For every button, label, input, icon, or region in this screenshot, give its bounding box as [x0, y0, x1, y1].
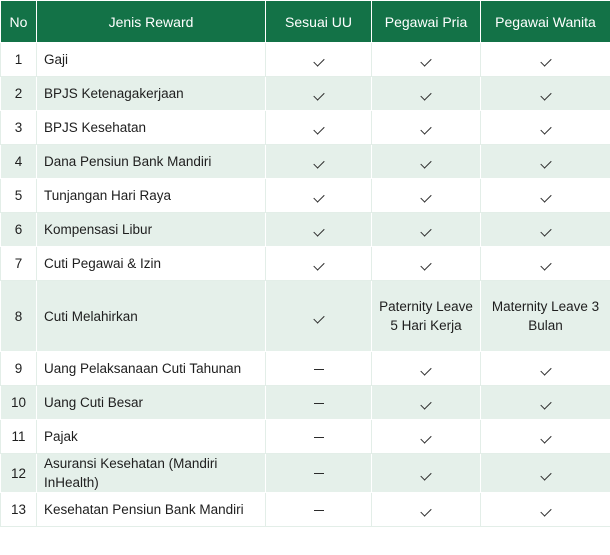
table-row — [1, 77, 610, 111]
check-icon — [313, 225, 324, 236]
table-row — [1, 420, 610, 454]
table-row — [1, 352, 610, 386]
table-row — [1, 247, 610, 281]
pegawai-wanita-cell — [481, 386, 610, 420]
reward-name: Uang Pelaksanaan Cuti Tahunan — [37, 352, 266, 386]
row-number: 5 — [1, 179, 37, 213]
check-icon — [313, 89, 324, 100]
pegawai-wanita-cell — [481, 213, 610, 247]
pegawai-pria-cell — [372, 420, 481, 454]
sesuai-uu-cell — [266, 420, 372, 454]
sesuai-uu-cell — [266, 386, 372, 420]
row-number: 7 — [1, 247, 37, 281]
table-row — [1, 111, 610, 145]
header-sesuai-uu: Sesuai UU — [266, 1, 372, 43]
check-icon — [313, 191, 324, 202]
pegawai-wanita-cell — [481, 145, 610, 179]
pegawai-pria-cell — [372, 247, 481, 281]
check-icon — [313, 312, 324, 323]
dash-icon — [314, 369, 324, 370]
sesuai-uu-cell — [266, 213, 372, 247]
check-icon — [420, 123, 431, 134]
table-row — [1, 145, 610, 179]
check-icon — [313, 55, 324, 66]
pegawai-wanita-cell — [481, 111, 610, 145]
pegawai-wanita-cell: Maternity Leave 3 Bulan — [481, 281, 610, 352]
table-row — [1, 493, 610, 527]
check-icon — [540, 432, 551, 443]
sesuai-uu-cell — [266, 454, 372, 493]
pegawai-wanita-cell — [481, 43, 610, 77]
check-icon — [313, 123, 324, 134]
reward-name: Uang Cuti Besar — [37, 386, 266, 420]
pegawai-wanita-cell — [481, 247, 610, 281]
reward-name: Dana Pensiun Bank Mandiri — [37, 145, 266, 179]
header-pegawai-pria: Pegawai Pria — [372, 1, 481, 43]
check-icon — [540, 89, 551, 100]
row-number: 2 — [1, 77, 37, 111]
pegawai-pria-cell — [372, 493, 481, 527]
reward-name: BPJS Kesehatan — [37, 111, 266, 145]
row-number: 11 — [1, 420, 37, 454]
pegawai-pria-cell — [372, 43, 481, 77]
row-number: 3 — [1, 111, 37, 145]
check-icon — [420, 225, 431, 236]
pegawai-wanita-cell — [481, 77, 610, 111]
header-pegawai-wanita: Pegawai Wanita — [481, 1, 610, 43]
table-row — [1, 213, 610, 247]
check-icon — [540, 364, 551, 375]
row-number: 12 — [1, 454, 37, 493]
pegawai-pria-cell — [372, 386, 481, 420]
pegawai-pria-cell — [372, 179, 481, 213]
table-row — [1, 454, 610, 493]
table-body — [1, 43, 610, 527]
check-icon — [420, 469, 431, 480]
pegawai-pria-cell — [372, 111, 481, 145]
reward-name: BPJS Ketenagakerjaan — [37, 77, 266, 111]
reward-name: Kompensasi Libur — [37, 213, 266, 247]
check-icon — [420, 505, 431, 516]
check-icon — [313, 157, 324, 168]
row-number: 1 — [1, 43, 37, 77]
pegawai-wanita-cell — [481, 179, 610, 213]
sesuai-uu-cell — [266, 281, 372, 352]
table-header — [1, 1, 610, 43]
pegawai-pria-cell — [372, 145, 481, 179]
row-number: 4 — [1, 145, 37, 179]
sesuai-uu-cell — [266, 43, 372, 77]
row-number: 8 — [1, 281, 37, 352]
check-icon — [540, 225, 551, 236]
header-jenis-reward: Jenis Reward — [37, 1, 266, 43]
pegawai-wanita-cell — [481, 454, 610, 493]
table-row — [1, 386, 610, 420]
header-no: No — [1, 1, 37, 43]
row-number: 10 — [1, 386, 37, 420]
sesuai-uu-cell — [266, 493, 372, 527]
pegawai-wanita-cell — [481, 352, 610, 386]
check-icon — [540, 123, 551, 134]
check-icon — [420, 157, 431, 168]
check-icon — [540, 398, 551, 409]
dash-icon — [314, 510, 324, 511]
check-icon — [420, 398, 431, 409]
reward-name: Tunjangan Hari Raya — [37, 179, 266, 213]
check-icon — [420, 364, 431, 375]
check-icon — [420, 259, 431, 270]
pegawai-pria-cell — [372, 454, 481, 493]
check-icon — [540, 157, 551, 168]
sesuai-uu-cell — [266, 77, 372, 111]
row-number: 6 — [1, 213, 37, 247]
row-number: 13 — [1, 493, 37, 527]
check-icon — [540, 505, 551, 516]
reward-name: Kesehatan Pensiun Bank Mandiri — [37, 493, 266, 527]
header-row — [1, 1, 610, 43]
pegawai-pria-cell — [372, 213, 481, 247]
reward-name: Cuti Pegawai & Izin — [37, 247, 266, 281]
pegawai-wanita-cell — [481, 493, 610, 527]
check-icon — [540, 191, 551, 202]
sesuai-uu-cell — [266, 352, 372, 386]
reward-name: Cuti Melahirkan — [37, 281, 266, 352]
check-icon — [313, 259, 324, 270]
check-icon — [420, 89, 431, 100]
dash-icon — [314, 403, 324, 404]
reward-name: Asuransi Kesehatan (Mandiri InHealth) — [37, 454, 266, 493]
sesuai-uu-cell — [266, 247, 372, 281]
dash-icon — [314, 437, 324, 438]
row-number: 9 — [1, 352, 37, 386]
sesuai-uu-cell — [266, 179, 372, 213]
pegawai-pria-cell — [372, 77, 481, 111]
pegawai-pria-cell — [372, 352, 481, 386]
check-icon — [420, 55, 431, 66]
pegawai-wanita-cell — [481, 420, 610, 454]
table-row — [1, 43, 610, 77]
sesuai-uu-cell — [266, 145, 372, 179]
check-icon — [540, 259, 551, 270]
check-icon — [420, 432, 431, 443]
check-icon — [540, 469, 551, 480]
table-row — [1, 281, 610, 352]
table-row — [1, 179, 610, 213]
pegawai-pria-cell: Paternity Leave 5 Hari Kerja — [372, 281, 481, 352]
reward-name: Pajak — [37, 420, 266, 454]
sesuai-uu-cell — [266, 111, 372, 145]
check-icon — [420, 191, 431, 202]
reward-name: Gaji — [37, 43, 266, 77]
dash-icon — [314, 473, 324, 474]
check-icon — [540, 55, 551, 66]
